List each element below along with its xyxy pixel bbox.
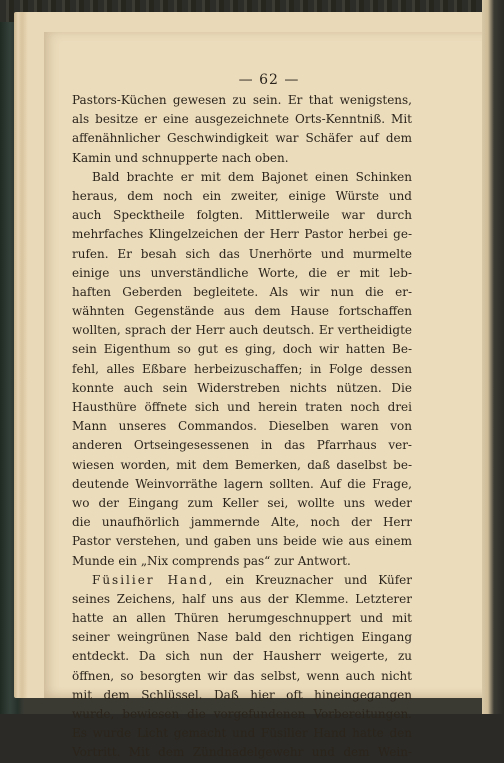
text-line-21: deutende Weinvorräthe lagern sollten. Auf die Frage, xyxy=(72,476,412,491)
text-line-19: anderen Ortseingesessenen in das Pfarrhaus ver- xyxy=(72,438,412,453)
text-line-22: wo der Eingang zum Keller sei, wollte uns weder xyxy=(72,495,412,510)
text-line-8: mehrfaches Klingelzeichen der Herr Pastor herbei ge- xyxy=(72,227,412,242)
text-line-32: mit dem Schlüssel. Daß hier oft hineingegangen xyxy=(72,687,412,702)
text-line-23: die unaufhörlich jammernde Alte, noch der Herr xyxy=(72,515,412,530)
text-line-1: Pastors-Küchen gewesen zu sein. Er that wenigstens, xyxy=(72,93,412,107)
text-line-2: als besitze er eine ausgezeichnete Orts-Kenntniß. Mit xyxy=(72,112,412,127)
text-line-34: Es wurde Licht gemacht und Füsilier Hand hatte den xyxy=(72,726,412,741)
text-line-30: entdeckt. Da sich nun der Hausherr weigerte, zu xyxy=(72,649,412,664)
text-line-15: fehl, alles Eßbare herbeizuschaffen; in Folge dessen xyxy=(72,361,412,376)
text-line-5: Bald brachte er mit dem Bajonet einen Schinken xyxy=(92,169,412,184)
text-line-33: wurde, bewiesen die vorgefundenen Vorbereitungen. xyxy=(72,707,412,721)
page-text xyxy=(72,91,412,763)
text-line-25: Munde ein „Nix comprends pas“ zur Antwort. xyxy=(72,553,351,568)
book-right-edge xyxy=(482,0,504,714)
text-line-16: konnte auch sein Widerstreben nichts nützen. Die xyxy=(72,380,412,395)
text-line-10: einige uns unverständliche Worte, die er mit leb- xyxy=(72,265,412,280)
text-line-6: heraus, dem noch ein zweiter, einige Würste und xyxy=(72,188,412,203)
text-line-12: wähnten Gegenstände aus dem Hause fortschaffen xyxy=(72,304,412,319)
text-line-26 xyxy=(72,571,412,590)
text-line-35: Vortritt. Mit dem Zündnadelgewehr und dem Wein- xyxy=(72,745,412,760)
text-line-18: Mann unseres Commandos. Dieselben waren von xyxy=(72,419,412,434)
text-line-7: auch Specktheile folgten. Mittlerweile war durch xyxy=(72,208,412,223)
text-line-3: affenähnlicher Geschwindigkeit war Schäfer auf dem xyxy=(72,131,412,146)
text-line-27: seines Zeichens, half uns aus der Klemme. Letzterer xyxy=(72,591,412,606)
text-line-24: Pastor verstehen, und gaben uns beide wie aus einem xyxy=(72,534,412,549)
text-line-28: hatte an allen Thüren herumgeschnuppert und mit xyxy=(72,611,412,626)
emphasized-name: Füsilier Hand, xyxy=(92,572,215,587)
text-line-20: wiesen worden, mit dem Bemerken, daß daselbst be- xyxy=(72,457,412,472)
page-number: — 62 — xyxy=(238,72,300,88)
text-line-31: öffnen, so besorgten wir das selbst, wenn auch nicht xyxy=(72,668,412,683)
text-line-26-rest: ein Kreuznacher und Küfer xyxy=(214,572,412,587)
text-line-13: wollten, sprach der Herr auch deutsch. Er vertheidigte xyxy=(72,323,412,338)
text-line-4: Kamin und schnupperte nach oben. xyxy=(72,150,289,165)
text-line-9: rufen. Er besah sich das Unerhörte und murmelte xyxy=(72,246,412,261)
text-line-11: haften Geberden begleitete. Als wir nun die er- xyxy=(72,284,412,299)
text-line-17: Hausthüre öffnete sich und herein traten noch drei xyxy=(72,400,412,414)
text-line-14: sein Eigenthum so gut es ging, doch wir hatten Be- xyxy=(72,342,412,357)
text-line-29: seiner weingrünen Nase bald den richtigen Eingang xyxy=(72,630,412,645)
